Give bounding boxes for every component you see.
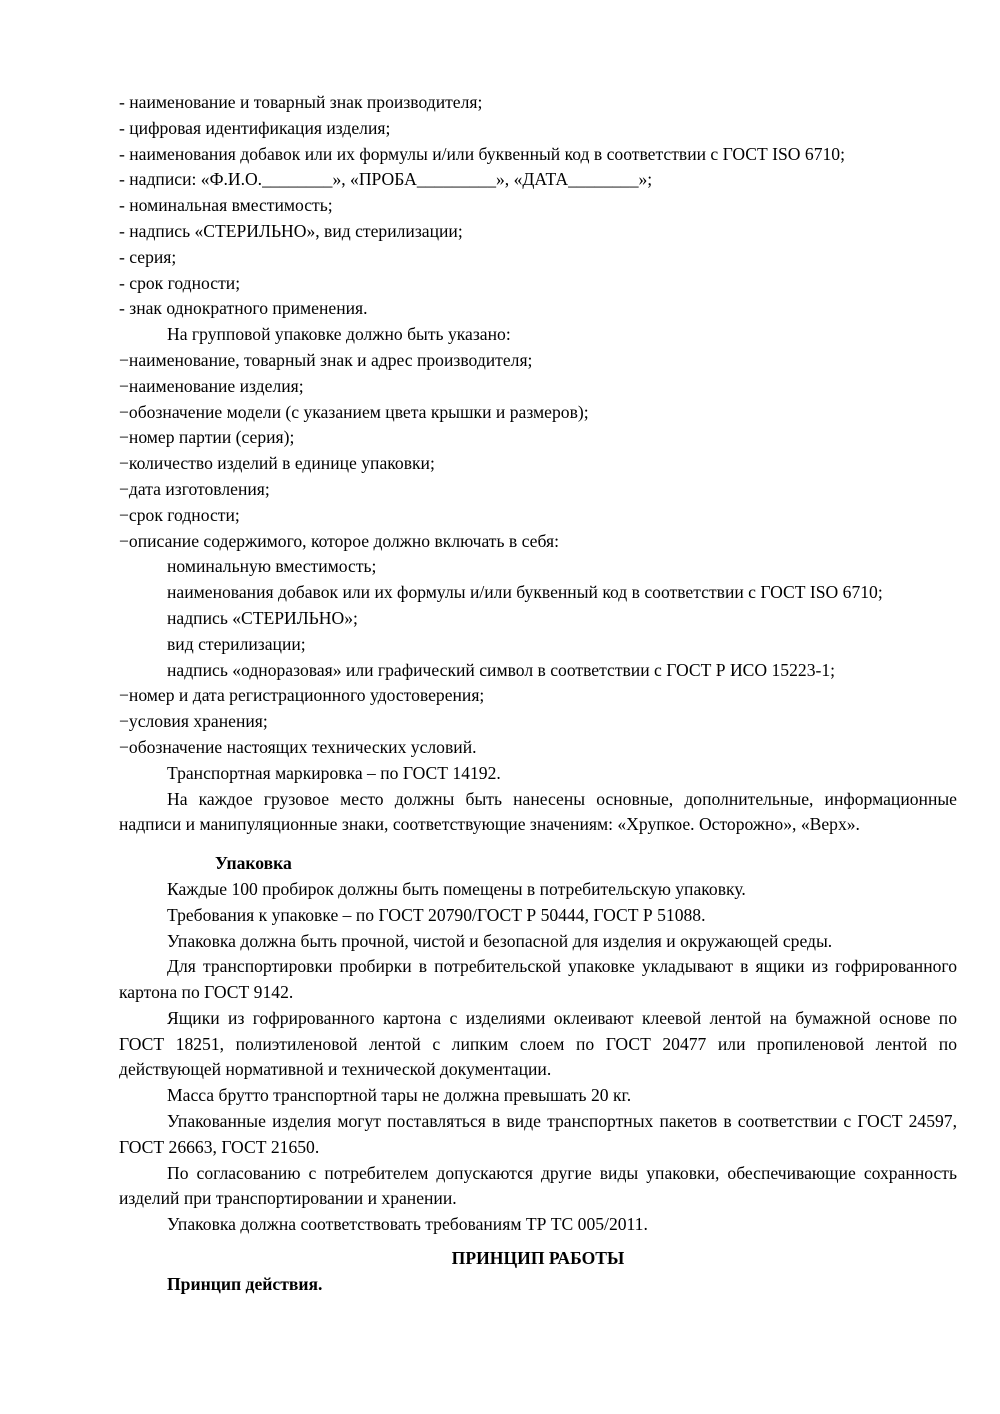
sub-item: номинальную вместимость; — [167, 556, 377, 577]
paragraph: Ящики из гофрированного картона с изделиями оклеивают клеевой лентой на бумажной основе по ГОСТ 18251, полиэтиленовой лентой с липким слоем по ГОСТ 20477 или пропиленовой лентой по действующей нормативной и технической документации. — [119, 1007, 957, 1080]
list-item: - срок годности; — [119, 272, 241, 293]
list-item: - номинальная вместимость; — [119, 195, 333, 216]
paragraph: Требования к упаковке – по ГОСТ 20790/ГОСТ Р 50444, ГОСТ Р 51088. — [167, 904, 706, 925]
paragraph: Масса брутто транспортной тары не должна превышать 20 кг. — [167, 1085, 632, 1106]
list-item: −обозначение настоящих технических условий. — [119, 736, 477, 757]
paragraph: Каждые 100 пробирок должны быть помещены в потребительскую упаковку. — [167, 878, 746, 899]
list-item: - цифровая идентификация изделия; — [119, 117, 391, 138]
list-item: - знак однократного применения. — [119, 298, 368, 319]
list-item: - наименование и товарный знак производителя; — [119, 92, 483, 112]
list-item: −описание содержимого, которое должно включать в себя: — [119, 530, 559, 551]
sub-item: наименования добавок или их формулы и/или буквенный код в соответствии с ГОСТ ISO 6710; — [167, 582, 883, 603]
paragraph: На каждое грузовое место должны быть нанесены основные, дополнительные, информационные надписи и манипуляционные знаки, соответствующие значениям: «Хрупкое. Осторожно», «Верх». — [119, 788, 957, 835]
list-item: −номер партии (серия); — [119, 427, 295, 448]
list-item: −количество изделий в единице упаковки; — [119, 453, 435, 474]
list-item: −номер и дата регистрационного удостоверения; — [119, 685, 485, 706]
paragraph: Для транспортировки пробирки в потребительской упаковке укладывают в ящики из гофрированного картона по ГОСТ 9142. — [119, 956, 957, 1003]
chapter-heading: ПРИНЦИП РАБОТЫ — [451, 1248, 625, 1269]
list-item: - надпись «СТЕРИЛЬНО», вид стерилизации; — [119, 220, 463, 241]
list-item: −обозначение модели (с указанием цвета крышки и размеров); — [119, 401, 589, 422]
paragraph: Упаковка должна быть прочной, чистой и безопасной для изделия и окружающей среды. — [167, 930, 833, 951]
list-item: - надписи: «Ф.И.О.________», «ПРОБА_________», «ДАТА________»; — [119, 169, 653, 190]
list-item: −условия хранения; — [119, 711, 268, 732]
list-item: - серия; — [119, 246, 177, 267]
paragraph: Упаковка должна соответствовать требованиям ТР ТС 005/2011. — [167, 1214, 648, 1235]
list-item: −срок годности; — [119, 504, 240, 525]
sub-item: надпись «СТЕРИЛЬНО»; — [167, 607, 358, 628]
list-item: −дата изготовления; — [119, 478, 270, 499]
list-item: −наименование, товарный знак и адрес производителя; — [119, 349, 533, 370]
section-heading: Упаковка — [215, 853, 292, 874]
paragraph: На групповой упаковке должно быть указано: — [167, 324, 511, 345]
list-item: - наименования добавок или их формулы и/или буквенный код в соответствии с ГОСТ ISO 6710; — [119, 143, 845, 164]
paragraph: Упакованные изделия могут поставляться в виде транспортных пакетов в соответствии с ГОСТ 24597, ГОСТ 26663, ГОСТ 21650. — [119, 1111, 957, 1157]
sub-item: вид стерилизации; — [167, 633, 306, 654]
paragraph: Транспортная маркировка – по ГОСТ 14192. — [167, 762, 501, 783]
paragraph: Принцип действия. — [167, 1273, 323, 1294]
paragraph: По согласованию с потребителем допускаются другие виды упаковки, обеспечивающие сохранность изделий при транспортировании и хранении. — [119, 1162, 957, 1209]
list-item: −наименование изделия; — [119, 375, 304, 396]
sub-item: надпись «одноразовая» или графический символ в соответствии с ГОСТ Р ИСО 15223-1; — [167, 659, 836, 680]
